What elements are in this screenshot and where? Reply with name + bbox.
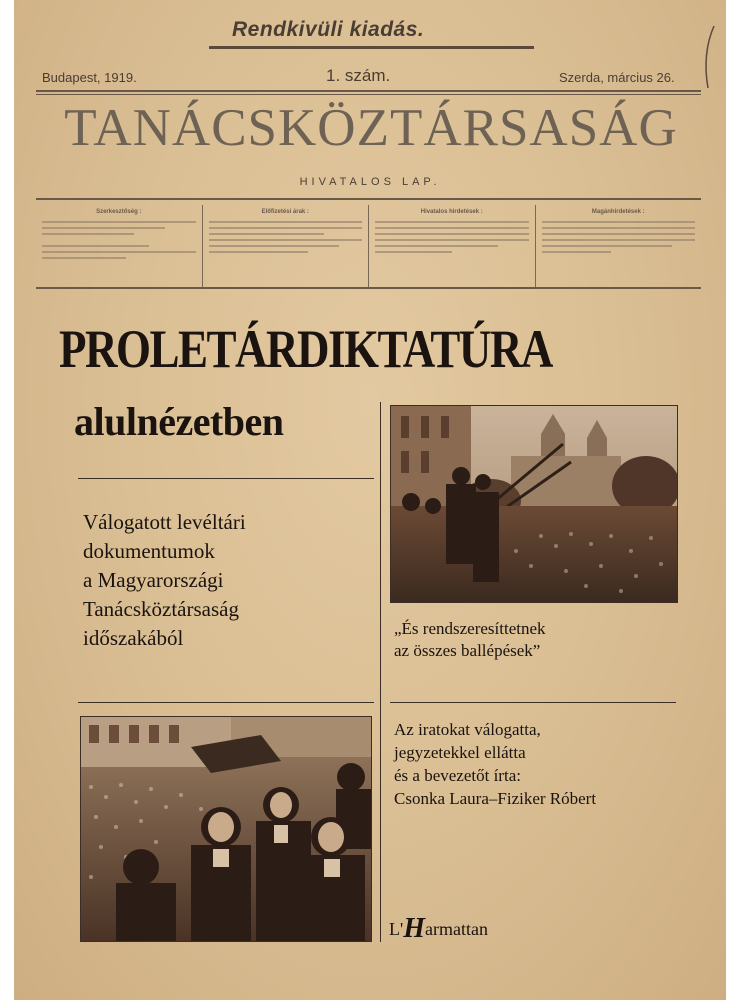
- quote-line: „És rendszeresíttetnek: [394, 619, 546, 638]
- publisher-name: armattan: [425, 919, 488, 939]
- book-title: PROLETÁRDIKTATÚRA: [59, 319, 552, 380]
- credit-line: Az iratokat válogatta,: [394, 720, 541, 739]
- divider-right: [390, 702, 676, 703]
- book-credits: [394, 718, 596, 810]
- credit-line: Csonka Laura–Fiziker Róbert: [394, 789, 597, 808]
- photo-rally-church: [390, 405, 678, 603]
- newspaper-info-row: [36, 205, 701, 289]
- info-column: [203, 205, 370, 287]
- issue-number: 1. szám.: [326, 66, 391, 85]
- quote-line: az összes ballépések”: [394, 641, 541, 660]
- vertical-divider: [380, 402, 381, 942]
- publisher-logo: [389, 913, 488, 945]
- info-column-heading: Szerkesztőség :: [96, 209, 142, 215]
- book-subtitle: alulnézetben: [74, 399, 284, 444]
- pen-mark-icon: [700, 22, 724, 92]
- info-column-heading: Előfizetési árak :: [261, 209, 309, 215]
- info-column-heading: Magánhirdetések :: [591, 209, 645, 215]
- credit-line: jegyzetekkel ellátta: [394, 743, 526, 762]
- info-column: [536, 205, 702, 287]
- issue-date: Szerda, március 26.: [559, 70, 675, 85]
- book-cover: [14, 0, 726, 1000]
- info-column-heading: Hivatalos hirdetések :: [420, 209, 483, 215]
- special-edition-underline: [209, 46, 534, 49]
- description-line: dokumentumok: [83, 539, 215, 563]
- publisher-initial: H: [403, 913, 426, 944]
- masthead-rule-top: [36, 90, 701, 92]
- book-description: [83, 508, 246, 653]
- special-edition-label: Rendkivüli kiadás.: [232, 18, 425, 41]
- description-line: a Magyarországi: [83, 568, 224, 592]
- divider-left-bottom: [78, 702, 374, 703]
- newspaper-title: TANÁCSKÖZTÁRSASÁG: [64, 99, 678, 157]
- credit-line: és a bevezetőt írta:: [394, 766, 521, 785]
- description-line: időszakából: [83, 626, 184, 650]
- info-column: [369, 205, 536, 287]
- masthead-rule-bottom: [36, 198, 701, 200]
- photo-crowd-speakers: [80, 716, 372, 942]
- place-year: Budapest, 1919.: [42, 70, 137, 85]
- description-line: Tanácsköztársaság: [83, 597, 239, 621]
- description-line: Válogatott levéltári: [83, 510, 246, 534]
- divider-left-top: [78, 478, 374, 479]
- masthead-rule-top-thin: [36, 94, 701, 95]
- book-quote: [394, 618, 546, 662]
- info-column: [36, 205, 203, 287]
- newspaper-subtitle: HIVATALOS LAP.: [299, 176, 441, 188]
- publisher-prefix: L': [389, 919, 404, 939]
